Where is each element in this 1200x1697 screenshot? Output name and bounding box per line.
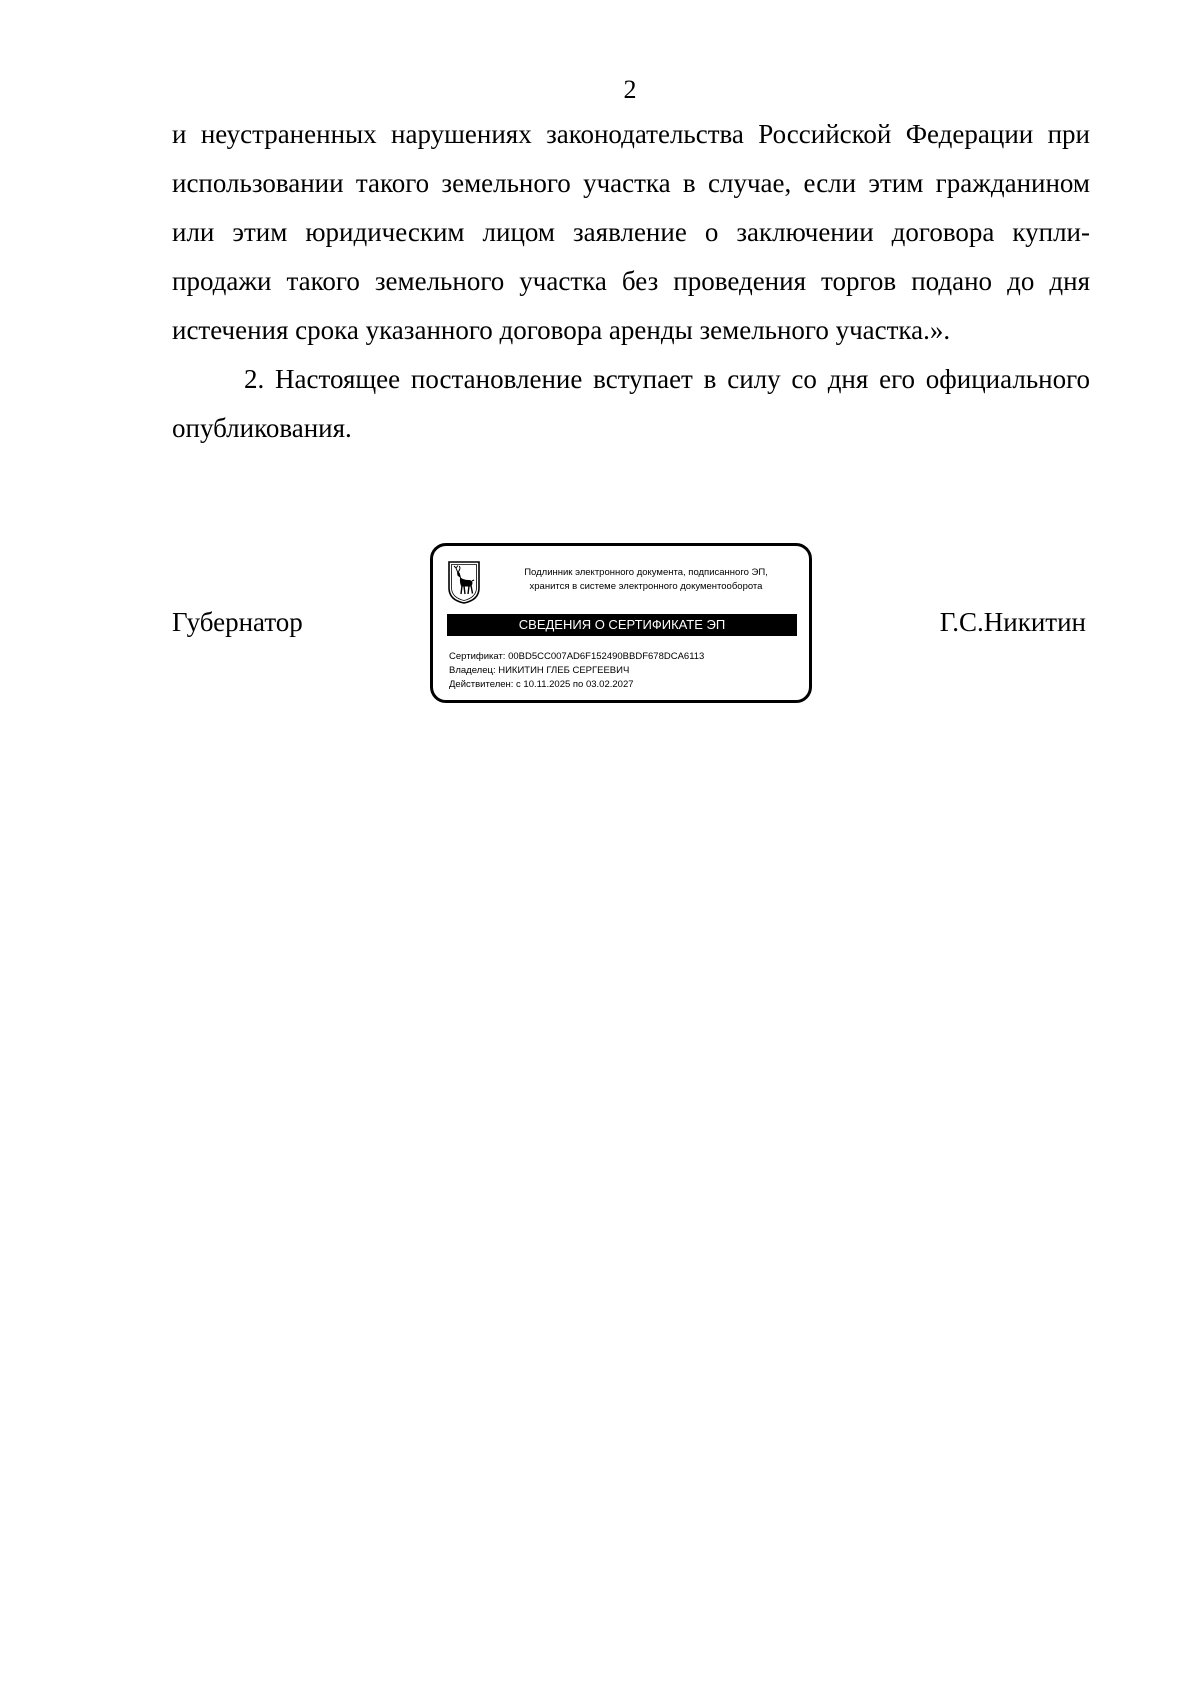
certificate-number: Сертификат: 00BD5CC007AD6F152490BBDF678DCA6113 (449, 651, 705, 662)
stamp-header-line: хранится в системе электронного документооборота (529, 581, 763, 592)
stamp-header (489, 566, 803, 594)
certificate-owner: Владелец: НИКИТИН ГЛЕБ СЕРГЕЕВИЧ (449, 665, 630, 676)
electronic-signature-stamp (430, 543, 812, 703)
signer-name: Г.С.Никитин (939, 607, 1086, 637)
stamp-header-line: Подлинник электронного документа, подписанного ЭП, (524, 567, 768, 578)
certificate-validity: Действителен: с 10.11.2025 по 03.02.2027 (449, 679, 634, 690)
deer-coat-of-arms-icon (447, 560, 481, 604)
paragraph-clause-2: 2. Настоящее постановление вступает в силу со дня его официального опубликования. (172, 364, 1090, 443)
signer-position: Губернатор (172, 607, 303, 637)
stamp-title-bar: СВЕДЕНИЯ О СЕРТИФИКАТЕ ЭП (447, 614, 797, 636)
certificate-details (449, 650, 799, 692)
page-number: 2 (623, 75, 637, 104)
document-body (172, 110, 1090, 453)
paragraph-continuation: и неустраненных нарушениях законодательства Российской Федерации при использовании такого земельного участка в случае, если этим гражданином или этим юридическим лицом заявление о заключении договора купли-продажи такого земельного участка без проведения торгов подано до дня истечения срока указанного договора аренды земельного участка.». (172, 119, 1090, 345)
